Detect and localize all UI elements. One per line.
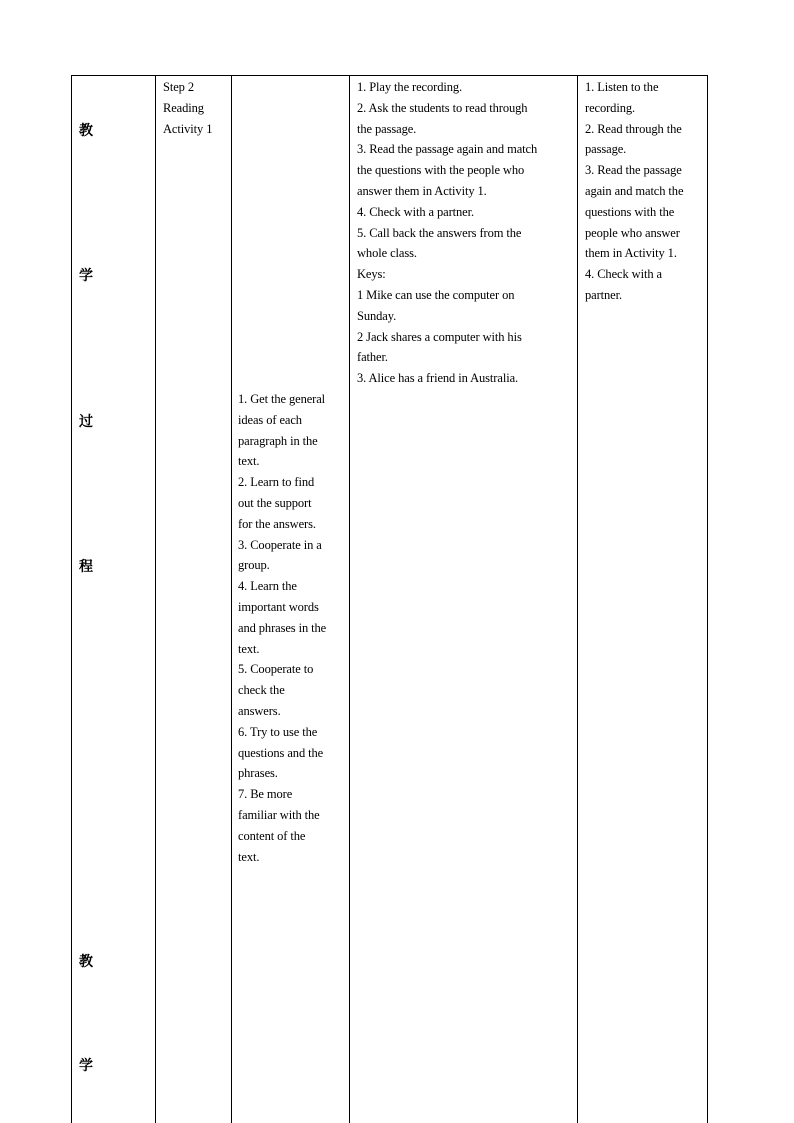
teacher-line: the questions with the people who <box>357 163 525 178</box>
student-line: passage. <box>585 142 627 157</box>
side-char: 学 <box>79 1058 93 1074</box>
goal-line: answers. <box>238 703 281 718</box>
teacher-line: the passage. <box>357 121 417 136</box>
goal-line: group. <box>238 558 270 573</box>
teacher-line: answer them in Activity 1. <box>357 183 487 198</box>
teacher-line: 3. Alice has a friend in Australia. <box>357 371 519 386</box>
goal-line: and phrases in the <box>238 620 327 635</box>
column-divider-1 <box>155 75 156 1123</box>
step-line: Activity 1 <box>163 121 213 136</box>
goal-line: 2. Learn to find <box>238 475 315 490</box>
teacher-line: 5. Call back the answers from the <box>357 225 522 240</box>
step-cell <box>163 77 229 139</box>
goal-line: text. <box>238 454 260 469</box>
student-line: questions with the <box>585 204 675 219</box>
goal-line: important words <box>238 599 319 614</box>
student-activity-cell <box>585 77 705 306</box>
goal-line: for the answers. <box>238 516 316 531</box>
side-char: 过 <box>79 414 93 430</box>
goal-line: 3. Cooperate in a <box>238 537 322 552</box>
student-line: 3. Read the passage <box>585 163 682 178</box>
student-line: recording. <box>585 100 636 115</box>
goal-line: phrases. <box>238 766 278 781</box>
student-line: 4. Check with a <box>585 267 662 282</box>
goal-line: text. <box>238 641 260 656</box>
student-line: people who answer <box>585 225 680 240</box>
goal-line: questions and the <box>238 745 324 760</box>
goal-line: 6. Try to use the <box>238 724 318 739</box>
goal-line: familiar with the <box>238 807 320 822</box>
teacher-line: 2. Ask the students to read through <box>357 100 528 115</box>
goal-line: 1. Get the general <box>238 392 326 406</box>
student-line: partner. <box>585 287 623 302</box>
teacher-activity-cell <box>357 77 575 389</box>
goal-line: content of the <box>238 828 306 843</box>
side-char: 教 <box>79 123 93 139</box>
goal-line: check the <box>238 683 285 698</box>
goal-line: out the support <box>238 495 312 510</box>
teacher-line: 1. Play the recording. <box>357 80 463 94</box>
student-line: again and match the <box>585 183 684 198</box>
goal-line: ideas of each <box>238 412 302 427</box>
step-line: Step 2 <box>163 80 194 94</box>
column-divider-3 <box>349 75 350 1123</box>
student-line: 1. Listen to the <box>585 80 659 94</box>
teacher-line: 3. Read the passage again and match <box>357 142 538 157</box>
side-char: 程 <box>79 559 93 575</box>
step-line: Reading <box>163 100 204 115</box>
goal-line: 5. Cooperate to <box>238 662 314 677</box>
goal-line: paragraph in the <box>238 433 318 448</box>
side-char: 教 <box>79 954 93 970</box>
table-top-border <box>71 75 708 76</box>
column-divider-4 <box>577 75 578 1123</box>
table-left-border <box>71 75 72 1123</box>
goal-line: 7. Be more <box>238 787 293 802</box>
teacher-line: 1 Mike can use the computer on <box>357 287 515 302</box>
table-right-border <box>707 75 708 1123</box>
keys-heading: Keys: <box>357 267 386 282</box>
goals-cell <box>238 389 346 867</box>
goal-line: 4. Learn the <box>238 579 297 594</box>
teacher-line: Sunday. <box>357 308 397 323</box>
teacher-line: whole class. <box>357 246 417 261</box>
goal-line: text. <box>238 849 260 864</box>
student-line: 2. Read through the <box>585 121 682 136</box>
column-divider-2 <box>231 75 232 1123</box>
teacher-line: 2 Jack shares a computer with his <box>357 329 522 344</box>
student-line: them in Activity 1. <box>585 246 677 261</box>
teacher-line: 4. Check with a partner. <box>357 204 475 219</box>
side-char: 学 <box>79 268 93 284</box>
teacher-line: father. <box>357 350 388 365</box>
